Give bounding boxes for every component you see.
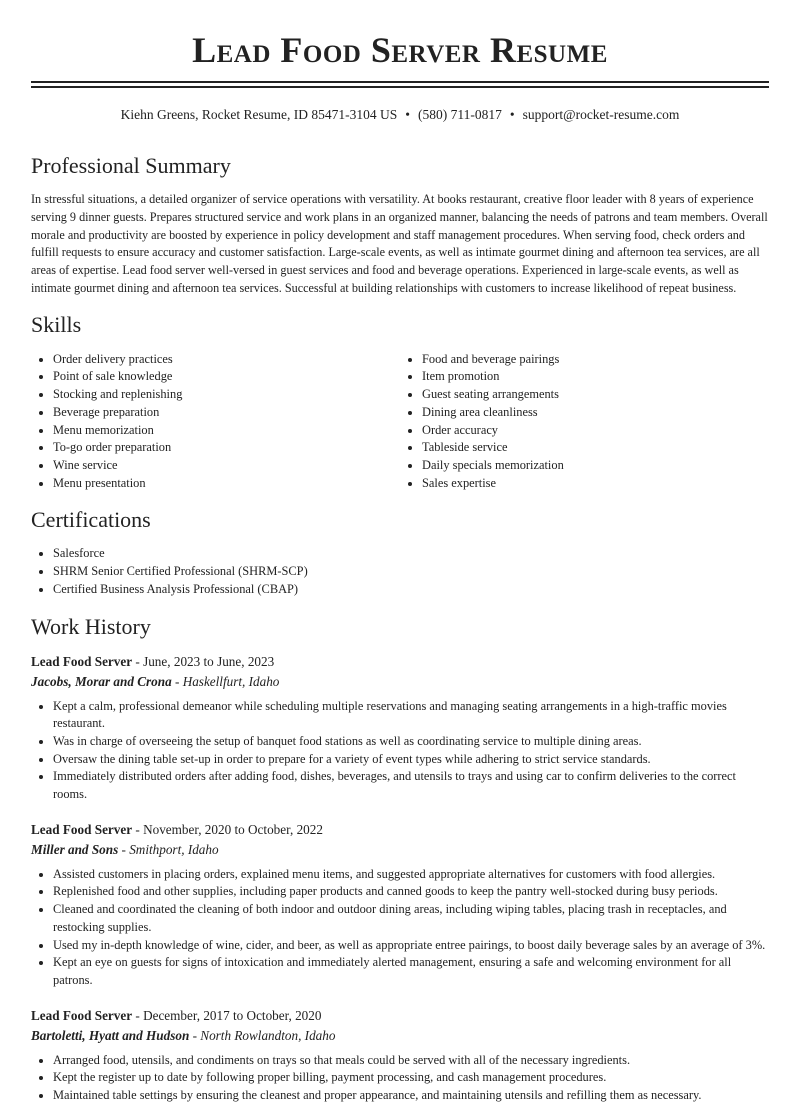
job-bullet: • Kept an eye on guests for signs of intoxication and immediately alerted management, ensuring a safe and welcoming environment for all patrons. [53,954,769,989]
skill-item: • Point of sale knowledge [53,368,400,386]
work-history-heading: Work History [31,613,151,639]
job-bullet: • Used my in-depth knowledge of wine, cider, and beer, as well as appropriate entree pairings, to boost daily beverage sales by an average of 3%. [53,937,769,955]
job-bullet: • Cleaned and coordinated the cleaning of both indoor and outdoor dining areas, including wiping tables, placing trash in receptacles, and restocking supplies. [53,901,769,936]
skills-list-right [400,351,769,493]
job-bullet: • Arranged food, utensils, and condiments on trays so that meals could be served with all of the necessary ingredients. [53,1052,769,1070]
skill-item: • Beverage preparation [53,404,400,422]
title-divider [31,81,769,88]
job-dates: - November, 2020 to October, 2022 [132,821,323,837]
job-bullet-list [31,1052,769,1105]
summary-heading: Professional Summary [31,153,231,178]
skill-item: • To-go order preparation [53,439,400,457]
job-company: Jacobs, Morar and Crona [31,673,172,689]
skill-item: • Order delivery practices [53,351,400,369]
job-company-line [31,840,769,860]
job-bullet-list [31,698,769,804]
job-bullet-list [31,866,769,990]
job-company-line [31,672,769,692]
job-title: Lead Food Server [31,1007,133,1023]
skills-section [31,312,769,493]
skills-list-left [31,351,400,493]
contact-phone: (580) 711-0817 [418,107,502,122]
job-company-line [31,1026,769,1046]
job-bullet: • Was in charge of overseeing the setup of banquet food stations as well as coordinating service to multiple dining areas. [53,733,769,751]
job-title: Lead Food Server [31,653,133,669]
job-bullet: • Immediately distributed orders after adding food, dishes, beverages, and utensils to trays and using car to confirm deliveries to the correct rooms. [53,768,769,803]
certifications-heading: Certifications [31,507,151,533]
job-bullet: • Kept the register up to date by following proper billing, payment processing, and cash management procedures. [53,1069,769,1087]
contact-line [31,106,769,124]
certifications-list [31,545,769,598]
skill-item: • Food and beverage pairings [422,351,769,369]
job-bullet: • Kept a calm, professional demeanor while scheduling multiple reservations and managing seating arrangements in a high-traffic movies restaurant. [53,698,769,733]
skill-item: • Tableside service [422,439,769,457]
skill-item: • Order accuracy [422,422,769,440]
contact-separator: • [509,107,515,122]
job-location: - Haskellfurt, Idaho [171,673,280,689]
job-location: - North Rowlandton, Idaho [189,1027,336,1043]
contact-separator: • [405,107,411,122]
job-entry [31,1006,769,1105]
skill-item: • Guest seating arrangements [422,386,769,404]
skill-item: • Stocking and replenishing [53,386,400,404]
job-title: Lead Food Server [31,821,133,837]
certification-item: • Certified Business Analysis Professional (CBAP) [53,581,769,599]
contact-email[interactable]: support@rocket-resume.com [522,107,680,122]
skill-item: • Dining area cleanliness [422,404,769,422]
job-bullet: • Assisted customers in placing orders, explained menu items, and suggested appropriate alternatives for customers with food allergies. [53,866,769,884]
job-dates: - June, 2023 to June, 2023 [132,653,275,669]
job-title-line [31,1006,769,1026]
skills-heading: Skills [31,311,82,337]
contact-address: Kiehn Greens, Rocket Resume, ID 85471-3104 US [120,107,398,122]
job-company: Miller and Sons [31,841,119,857]
skill-item: • Item promotion [422,368,769,386]
work-history-section [31,614,769,1105]
job-bullet: • Oversaw the dining table set-up in order to prepare for a variety of event types while adhering to strict service standards. [53,751,769,769]
job-bullet: • Replenished food and other supplies, including paper products and canned goods to keep the pantry well-stocked during busy periods. [53,883,769,901]
certification-item: • Salesforce [53,545,769,563]
summary-text: In stressful situations, a detailed organizer of service operations with versatility. At books restaurant, creative floor leader with 8 years of experience serving 9 dinner guests. Prepares structured service and work plans in an organized manner, balancing the needs of patrons and team members. Overall morale and productivity are boosted by experience in policy development and staff management procedures. When serving food, check orders and fulfill requests to ensure accuracy and customer satisfaction. Large-scale events, as well as intimate gourmet dining and afternoon tea services, are all areas of expertise. Lead food server well-versed in guest services and food and beverage operations. Experienced in large-scale events, as well as intimate gourmet dining and afternoon tea services. Successful at building relationships with customers to increase likelihood of repeat business. [31,192,768,295]
job-company: Bartoletti, Hyatt and Hudson [31,1027,190,1043]
certification-item: • SHRM Senior Certified Professional (SHRM-SCP) [53,563,769,581]
job-location: - Smithport, Idaho [118,841,219,857]
job-dates: - December, 2017 to October, 2020 [132,1007,322,1023]
job-entry [31,652,769,804]
resume-title: Lead Food Server Resume [192,30,608,70]
skill-item: • Menu presentation [53,475,400,493]
skill-item: • Menu memorization [53,422,400,440]
job-title-line [31,820,769,840]
certifications-section [31,507,769,598]
summary-section [31,153,769,298]
skill-item: • Sales expertise [422,475,769,493]
skill-item: • Wine service [53,457,400,475]
skill-item: • Daily specials memorization [422,457,769,475]
skills-columns [31,351,769,493]
job-entry [31,820,769,990]
job-title-line [31,652,769,672]
job-bullet: • Maintained table settings by ensuring the cleanest and proper appearance, and maintaining utensils and refilling them as necessary. [53,1087,769,1105]
